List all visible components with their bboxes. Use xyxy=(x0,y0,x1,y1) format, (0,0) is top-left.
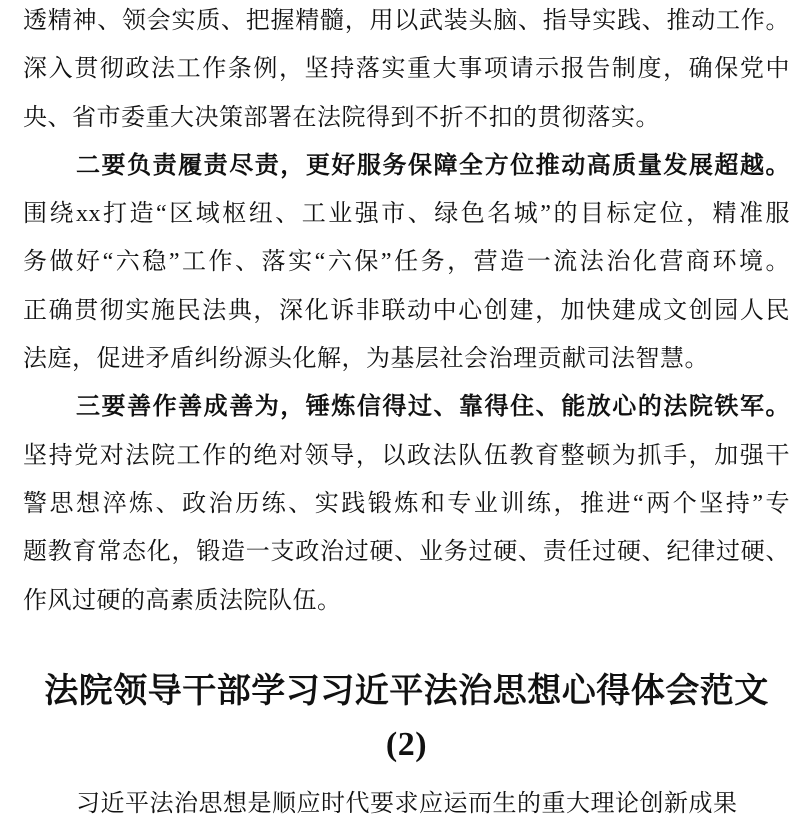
section-heading-title: 法院领导干部学习习近平法治思想心得体会范文 xyxy=(44,672,769,710)
body-line: 务做好“六稳”工作、落实“六保”任务，营造一流法治化营商环境。 xyxy=(23,249,790,276)
clipped-paragraph xyxy=(23,780,790,828)
body-line: 透精神、领会实质、把握精髓，用以武装头脑、指导实践、推动工作。 xyxy=(23,8,790,34)
section-heading xyxy=(23,665,790,771)
body-line-bold-lead: 二要负责履责尽责，更好服务保障全方位推动高质量发展超越。 xyxy=(76,152,790,179)
body-line: 作风过硬的高素质法院队伍。 xyxy=(23,587,342,614)
section-heading-number: (2) xyxy=(385,725,428,763)
body-line: 深入贯彻政法工作条例，坚持落实重大事项请示报告制度，确保党中 xyxy=(23,56,790,83)
body-line: 围绕xx打造“区域枢纽、工业强市、绿色名城”的目标定位，精准服 xyxy=(23,201,790,228)
body-line-bold-lead: 三要善作善成善为，锤炼信得过、靠得住、能放心的法院铁军。 xyxy=(76,394,790,421)
body-line: 坚持党对法院工作的绝对领导，以政法队伍教育整顿为抓手，加强干 xyxy=(23,442,790,469)
body-line: 法庭，促进矛盾纠纷源头化解，为基层社会治理贡献司法智慧。 xyxy=(23,346,709,373)
body-line: 正确贯彻实施民法典，深化诉非联动中心创建，加快建成文创园人民 xyxy=(23,297,790,324)
body-line: 央、省市委重大决策部署在法院得到不折不扣的贯彻落实。 xyxy=(23,104,660,131)
body-line: 警思想淬炼、政治历练、实践锻炼和专业训练，推进“两个坚持”专 xyxy=(23,490,790,517)
body-line-clipped: 习近平法治思想是顺应时代要求应运而生的重大理论创新成果 xyxy=(76,790,738,817)
body-line: 题教育常态化，锻造一支政治过硬、业务过硬、责任过硬、纪律过硬、 xyxy=(23,539,790,566)
